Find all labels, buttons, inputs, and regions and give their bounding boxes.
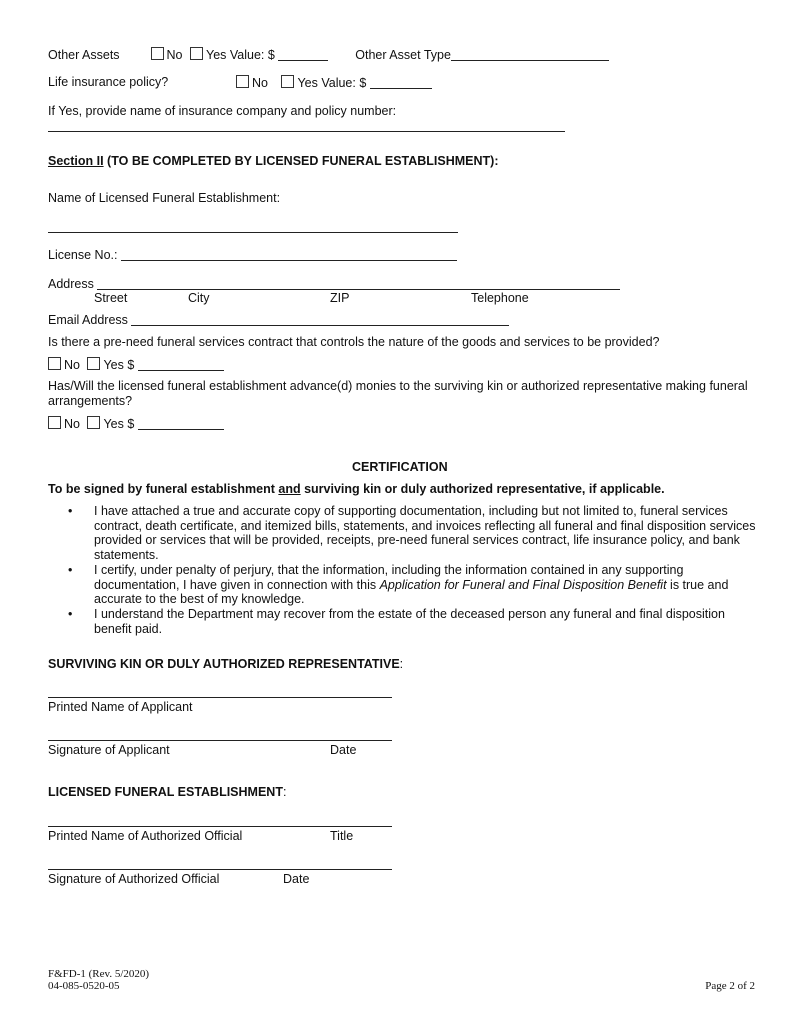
advance-no-checkbox[interactable] [48, 416, 61, 429]
life-insurance-value-field[interactable] [370, 76, 432, 89]
advance-question: Has/Will the licensed funeral establishment advance(d) monies to the surviving kin or authorized representative making funeral arrangements? [48, 379, 748, 408]
form-code: 04-085-0520-05 [48, 980, 120, 992]
street-label: Street [94, 291, 128, 305]
insurer-field[interactable] [48, 131, 565, 132]
advance-amount-field[interactable] [138, 417, 224, 430]
item-text: is true and accurate to the best of my knowledge. [94, 577, 729, 607]
advance-options [48, 416, 224, 432]
section-ii-label: Section II [48, 154, 104, 168]
applicant-signature-label: Signature of Applicant [48, 743, 170, 757]
other-assets-no-checkbox[interactable] [151, 47, 164, 60]
applicant-printed-name-label: Printed Name of Applicant [48, 700, 193, 714]
form-number: F&FD-1 (Rev. 5/2020) [48, 968, 150, 980]
no-label: No [64, 358, 80, 372]
city-label: City [188, 291, 210, 305]
advance-yes-checkbox[interactable] [87, 416, 100, 429]
kin-heading-text: SURVIVING KIN OR DULY AUTHORIZED REPRESENTATIVE [48, 657, 400, 671]
yes-value-label: Yes Value: $ [297, 76, 367, 90]
official-date-label: Date [283, 872, 310, 886]
certification-list [48, 504, 760, 636]
life-insurance-yes-checkbox[interactable] [281, 75, 294, 88]
colon: : [399, 657, 404, 671]
certification-title: CERTIFICATION [352, 460, 448, 474]
email-field[interactable] [131, 313, 509, 326]
yes-label: Yes $ [103, 358, 135, 372]
official-signature-label: Signature of Authorized Official [48, 872, 220, 886]
address-label: Address [48, 277, 94, 291]
no-label: No [64, 417, 80, 431]
certification-item [48, 563, 760, 607]
section-ii-subtitle: (TO BE COMPLETED BY LICENSED FUNERAL ESTABLISHMENT): [103, 154, 499, 168]
instr-text: To be signed by funeral establishment [48, 482, 279, 496]
preneed-options [48, 357, 224, 373]
telephone-label: Telephone [471, 291, 529, 305]
life-insurance-label: Life insurance policy? [48, 75, 169, 89]
address-row [48, 277, 620, 292]
life-insurance-no-checkbox[interactable] [236, 75, 249, 88]
page-number: Page 2 of 2 [705, 980, 755, 992]
preneed-amount-field[interactable] [138, 358, 224, 371]
official-printed-name-label: Printed Name of Authorized Official [48, 829, 243, 843]
application-title: Application for Funeral and Final Disposition Benefit [379, 577, 667, 592]
official-printed-name-field[interactable] [48, 826, 392, 827]
other-assets-value-field[interactable] [278, 48, 328, 61]
item-text: I certify, under penalty of perjury, that the information, including the information contained in any supporting documentation, I have given in connection with this [94, 562, 684, 592]
establishment-name-label: Name of Licensed Funeral Establishment: [48, 191, 281, 205]
license-field[interactable] [121, 248, 457, 261]
yes-value-label: Yes Value: $ [206, 48, 275, 62]
applicant-printed-name-field[interactable] [48, 697, 392, 698]
no-label: No [166, 48, 183, 62]
certification-item: • I have attached a true and accurate copy of supporting documentation, including but not limited to, funeral services contract, death certificate, and itemized bills, statements, and invoices reflecting all funeral and final disposition services provided or services that will be provided, receipts, pre-need funeral services contract, life insurance policy, and bank statements. [48, 504, 760, 563]
official-signature-field[interactable] [48, 869, 392, 870]
instr-and: and [278, 482, 301, 496]
email-row [48, 313, 509, 328]
applicant-signature-field[interactable] [48, 740, 392, 741]
email-label: Email Address [48, 313, 128, 327]
colon: : [282, 785, 287, 799]
insurer-prompt: If Yes, provide name of insurance company and policy number: [48, 104, 397, 118]
fe-heading [48, 785, 286, 800]
kin-heading [48, 657, 403, 672]
preneed-yes-checkbox[interactable] [87, 357, 100, 370]
no-label: No [252, 76, 268, 90]
other-assets-label: Other Assets [48, 48, 120, 62]
preneed-no-checkbox[interactable] [48, 357, 61, 370]
life-insurance-row [48, 75, 168, 90]
address-field[interactable] [97, 277, 620, 290]
preneed-question: Is there a pre-need funeral services contract that controls the nature of the goods and services to be provided? [48, 335, 660, 349]
yes-label: Yes $ [103, 417, 135, 431]
certification-instructions [48, 482, 665, 497]
fe-heading-text: LICENSED FUNERAL ESTABLISHMENT [48, 785, 283, 799]
other-asset-type-field[interactable] [451, 48, 609, 61]
license-row [48, 248, 457, 263]
license-label: License No.: [48, 248, 118, 262]
instr-text: surviving kin or duly authorized representative, if applicable. [300, 482, 665, 496]
other-asset-type-label: Other Asset Type [355, 48, 451, 62]
zip-label: ZIP [330, 291, 350, 305]
other-assets-yes-checkbox[interactable] [190, 47, 203, 60]
other-assets-row [48, 47, 609, 63]
applicant-date-label: Date [330, 743, 357, 757]
certification-item: • I understand the Department may recover from the estate of the deceased person any funeral and final disposition benefit paid. [48, 607, 760, 636]
section-ii-title [48, 154, 499, 169]
official-title-label: Title [330, 829, 354, 843]
establishment-name-field[interactable] [48, 232, 458, 233]
life-insurance-options [236, 75, 432, 91]
